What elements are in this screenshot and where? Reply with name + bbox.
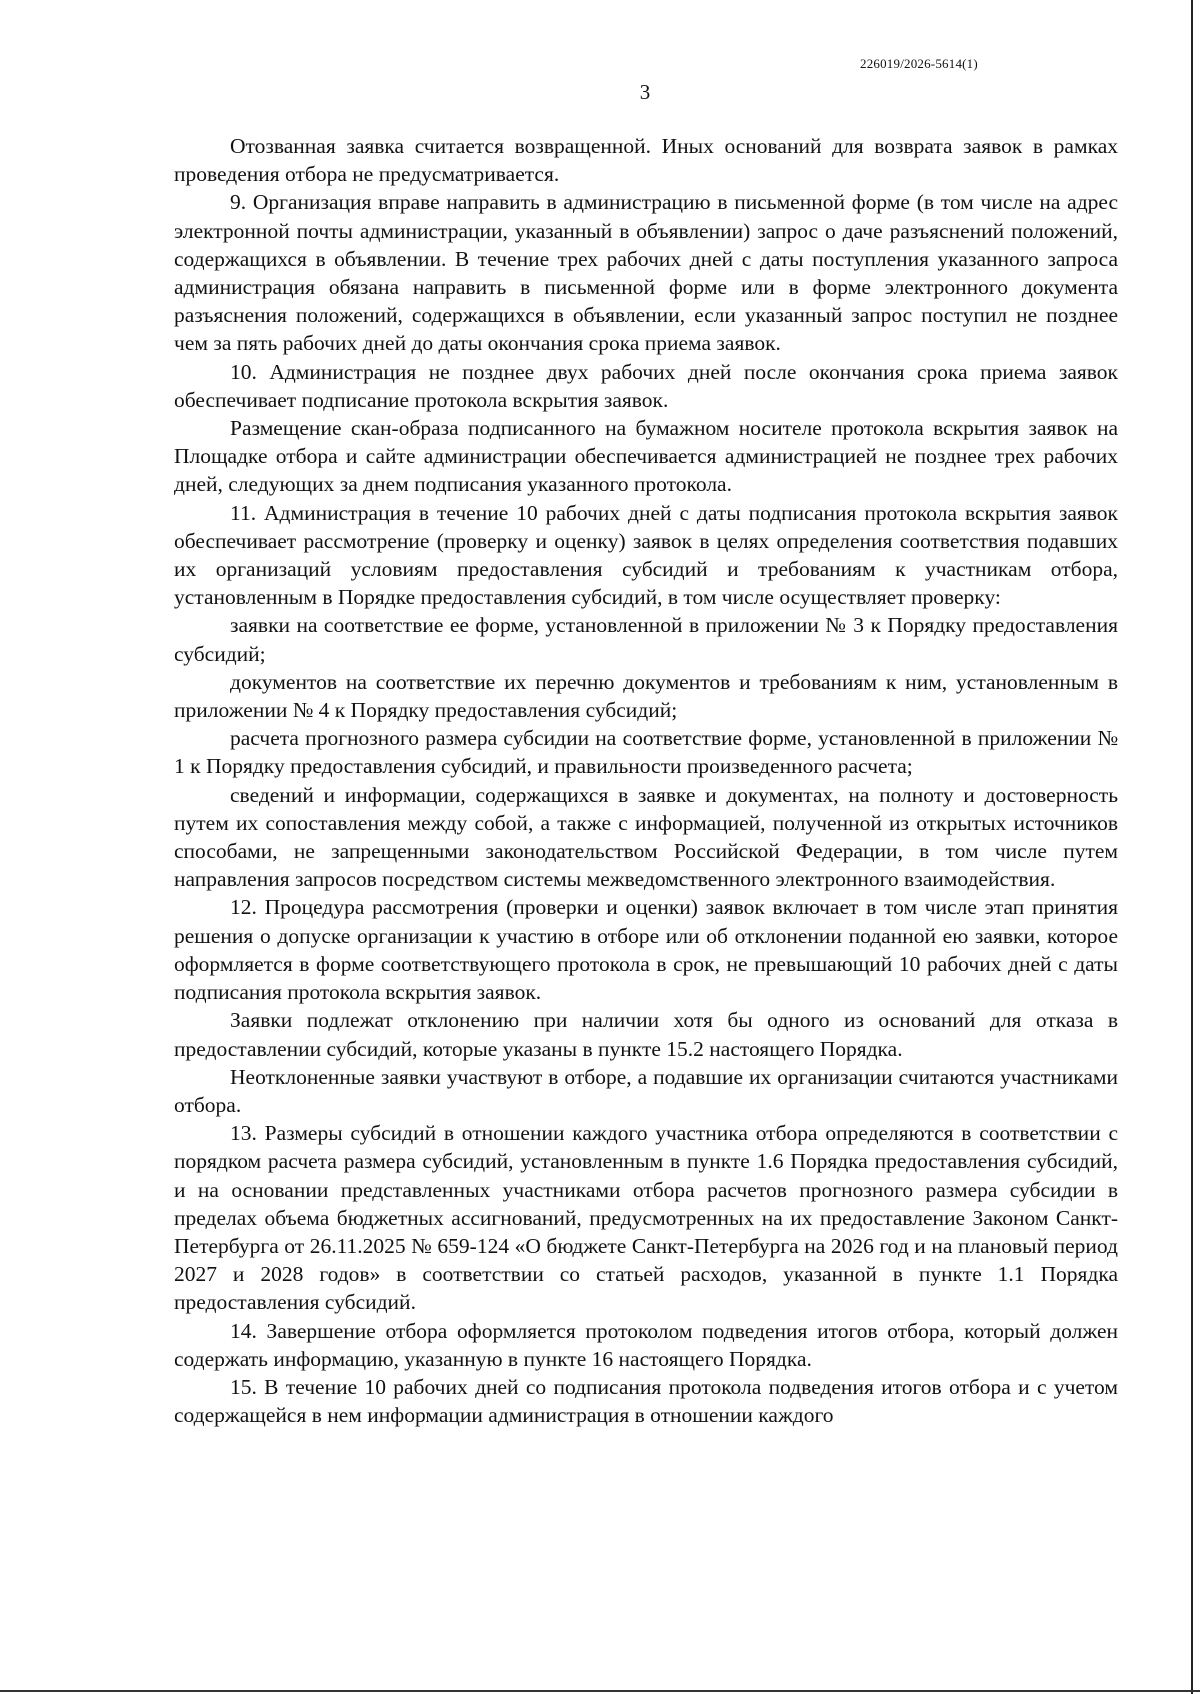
paragraph-check-calculation: расчета прогнозного размера субсидии на соответствие форме, установленной в приложении № 1 к Порядку предоставления субсидий, и правильности произведенного расчета; <box>174 726 1118 779</box>
document-id: 226019/2026-5614(1) <box>860 56 978 71</box>
paragraph-withdrawn-application: Отозванная заявка считается возвращенной. Иных оснований для возврата заявок в рамках проведения отбора не предусматривается. <box>174 134 1118 187</box>
document-body <box>174 132 1118 1429</box>
paragraph-item-15: 15. В течение 10 рабочих дней со подписания протокола подведения итогов отбора и с учетом содержащейся в нем информации администрация в отношении каждого <box>174 1374 1118 1428</box>
paragraph-check-information: сведений и информации, содержащихся в заявке и документах, на полноту и достоверность путем их сопоставления между собой, а также с информацией, полученной из открытых источников способами, не запрещенными законодательством Российской Федерации, в том числе путем направления запросов посредством системы межведомственного электронного взаимодействия. <box>174 782 1118 892</box>
paragraph-item-12: 12. Процедура рассмотрения (проверки и оценки) заявок включает в том числе этап принятия решения о допуске организации к участию в отборе или об отклонении поданной ею заявки, которое оформляется в форме соответствующего протокола в срок, не превышающий 10 рабочих дней с даты подписания протокола вскрытия заявок. <box>174 895 1118 1005</box>
paragraph-item-13: 13. Размеры субсидий в отношении каждого участника отбора определяются в соответствии с порядком расчета размера субсидий, установленным в пункте 1.6 Порядка предоставления субсидий, и на основании представленных участниками отбора расчетов прогнозного размера субсидии в пределах объема бюджетных ассигнований, предусмотренных на их предоставление Законом Санкт-Петербурга от 26.11.2025 № 659-124 «О бюджете Санкт-Петербурга на 2026 год и на плановый период 2027 и 2028 годов» в соответствии со статьей расходов, указанной в пункте 1.1 Порядка предоставления субсидий. <box>174 1121 1118 1315</box>
scan-edge-bottom <box>0 1690 1200 1692</box>
paragraph-check-documents: документов на соответствие их перечню документов и требованиям к ним, установленным в приложении № 4 к Порядку предоставления субсидий; <box>174 669 1118 723</box>
paragraph-item-14: 14. Завершение отбора оформляется протоколом подведения итогов отбора, который должен содержать информацию, указанную в пункте 16 настоящего Порядка. <box>174 1318 1118 1371</box>
paragraph-check-form: заявки на соответствие ее форме, установленной в приложении № 3 к Порядку предоставления субсидий; <box>174 613 1118 666</box>
paragraph-participants: Неотклоненные заявки участвуют в отборе, а подавшие их организации считаются участниками отбора. <box>174 1064 1118 1117</box>
paragraph-item-9: 9. Организация вправе направить в администрацию в письменной форме (в том числе на адрес электронной почты администрации, указанный в объявлении) запрос о даче разъяснений положений, содержащихся в объявлении. В течение трех рабочих дней с даты поступления указанного запроса администрация обязана направить в письменной форме или в форме электронного документа разъяснения положений, содержащихся в объявлении, если указанный запрос поступил не позднее чем за пять рабочих дней до даты окончания срока приема заявок. <box>174 190 1118 356</box>
page-number: 3 <box>639 80 651 104</box>
paragraph-rejection-grounds: Заявки подлежат отклонению при наличии хотя бы одного из оснований для отказа в предоставлении субсидий, которые указаны в пункте 15.2 настоящего Порядка. <box>174 1008 1118 1061</box>
paragraph-scan-placement: Размещение скан-образа подписанного на бумажном носителе протокола вскрытия заявок на Площадке отбора и сайте администрации обеспечивается администрацией не позднее трех рабочих дней, следующих за днем подписания указанного протокола. <box>174 416 1118 497</box>
scan-edge-right <box>1191 0 1193 1694</box>
paragraph-item-10: 10. Администрация не позднее двух рабочих дней после окончания срока приема заявок обеспечивает подписание протокола вскрытия заявок. <box>174 359 1118 412</box>
paragraph-item-11: 11. Администрация в течение 10 рабочих дней с даты подписания протокола вскрытия заявок обеспечивает рассмотрение (проверку и оценку) заявок в целях определения соответствия подавших их организаций условиям предоставления субсидий и требованиям к участникам отбора, установленным в Порядке предоставления субсидий, в том числе осуществляет проверку: <box>174 500 1118 610</box>
